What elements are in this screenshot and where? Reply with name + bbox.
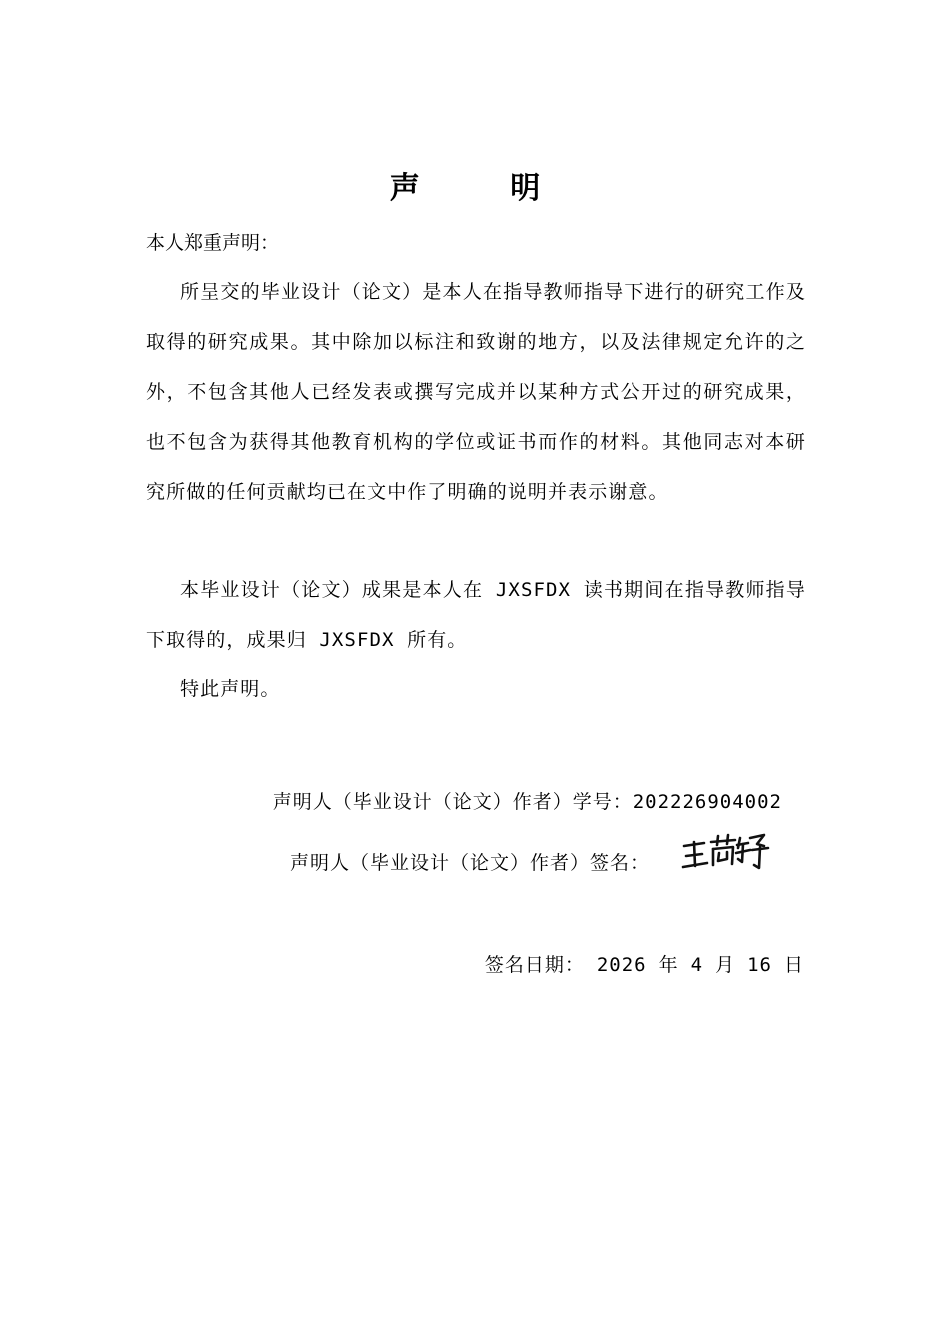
page-title: 声 明 bbox=[389, 171, 581, 206]
date-year-unit: 年 bbox=[658, 954, 679, 976]
date-day: 16 bbox=[747, 954, 772, 976]
date-day-unit: 日 bbox=[783, 954, 804, 976]
intro-statement: 本人郑重声明： bbox=[146, 232, 280, 254]
handwritten-signature bbox=[680, 832, 770, 876]
declarant-id-value: 202226904002 bbox=[632, 791, 782, 813]
signature-date-line bbox=[485, 951, 804, 979]
date-year: 2026 bbox=[596, 954, 647, 976]
declarant-id-line bbox=[273, 788, 782, 816]
declaration-closing: 特此声明。 bbox=[180, 678, 281, 700]
declarant-signature-label: 声明人（毕业设计（论文）作者）签名： bbox=[290, 852, 651, 874]
date-month-unit: 月 bbox=[715, 954, 736, 976]
declaration-paragraph-ownership: 本毕业设计（论文）成果是本人在 JXSFDX 读书期间在指导教师指导下取得的，成果归 JXSFDX 所有。 bbox=[146, 579, 806, 651]
declarant-id-label: 声明人（毕业设计（论文）作者）学号： bbox=[272, 791, 633, 813]
date-month: 4 bbox=[690, 954, 704, 976]
declaration-paragraph-originality: 所呈交的毕业设计（论文）是本人在指导教师指导下进行的研究工作及取得的研究成果。其中除加以标注和致谢的地方，以及法律规定允许的之外，不包含其他人已经发表或撰写完成并以某种方式公开过的研究成果，也不包含为获得其他教育机构的学位或证书而作的材料。其他同志对本研究所做的任何贡献均已在文中作了明确的说明并表示谢意。 bbox=[146, 281, 806, 503]
date-label: 签名日期： bbox=[484, 954, 585, 976]
declarant-signature-line bbox=[290, 849, 650, 877]
